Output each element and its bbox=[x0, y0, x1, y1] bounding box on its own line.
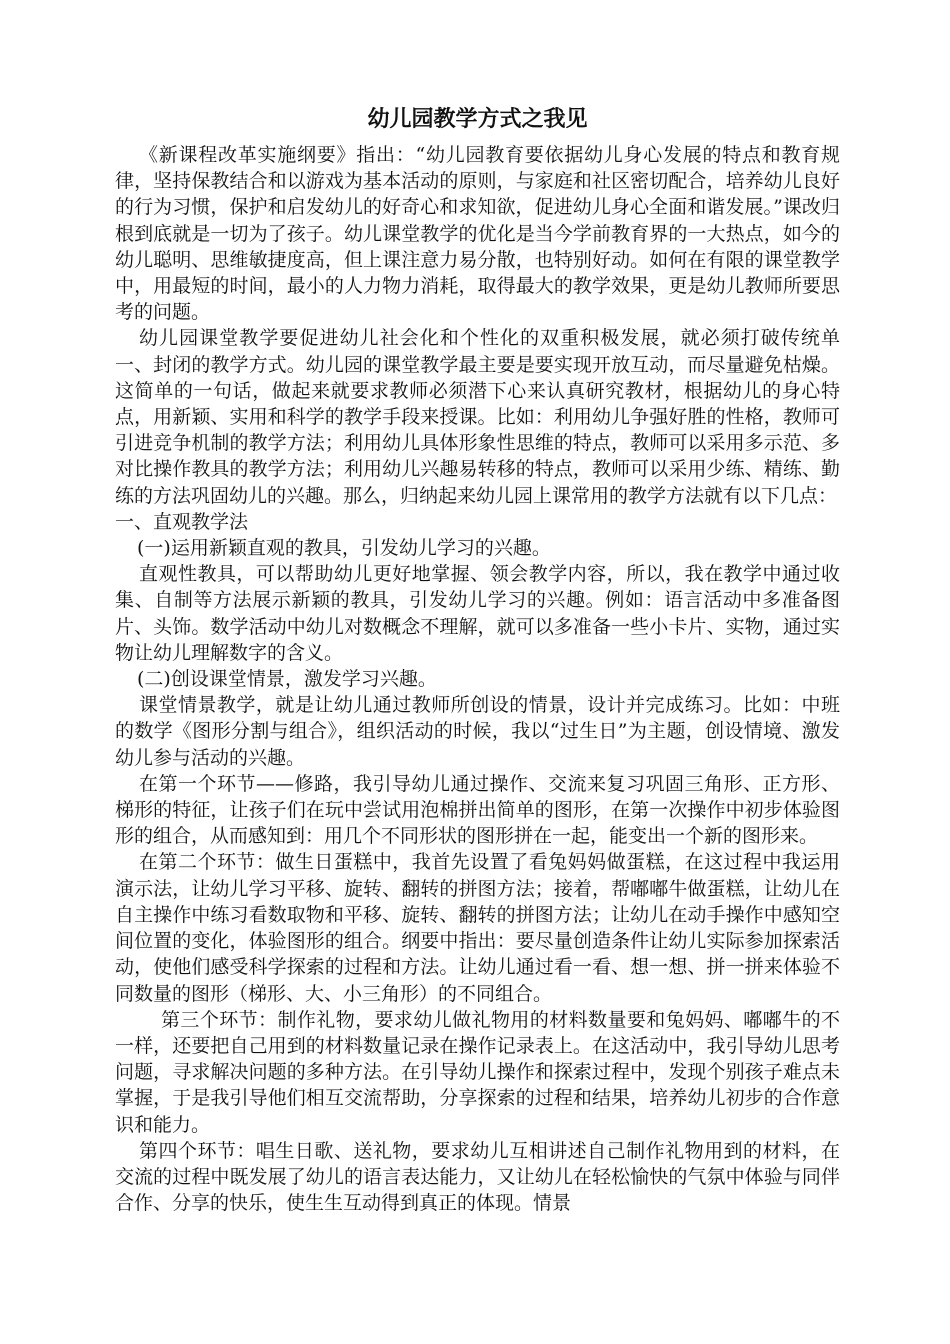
document-page bbox=[115, 104, 840, 1216]
section-heading: 一、直观教学法 bbox=[115, 510, 249, 533]
body-paragraph: 直观性教具，可以帮助幼儿更好地掌握、领会教学内容，所以，我在教学中通过收集、自制等方法展示新颖的教具，引发幼儿学习的兴趣。例如：语言活动中多准备图片、头饰。数学活动中幼儿对数概念不理解，就可以多准备一些小卡片、实物，通过实物让幼儿理解数字的含义。 bbox=[115, 563, 840, 664]
body-paragraph: 《新课程改革实施纲要》指出：“幼儿园教育要依据幼儿身心发展的特点和教育规律，坚持保教结合和以游戏为基本活动的原则，与家庭和社区密切配合，培养幼儿良好的行为习惯，保护和启发幼儿的好奇心和求知欲，促进幼儿身心全面和谐发展。”课改归根到底就是一切为了孩子。幼儿课堂教学的优化是当今学前教育界的一大热点，如今的幼儿聪明、思维敏捷度高，但上课注意力易分散，也特别好动。如何在有限的课堂教学中，用最短的时间，最小的人力物力消耗，取得最大的教学效果，更是幼儿教师所要思考的问题。 bbox=[115, 144, 840, 324]
document-title: 幼儿园教学方式之我见 bbox=[367, 106, 588, 132]
body-paragraph: 幼儿园课堂教学要促进幼儿社会化和个性化的双重积极发展，就必须打破传统单一、封闭的教学方式。幼儿园的课堂教学最主要是要实现开放互动，而尽量避免枯燥。这简单的一句话，做起来就要求教师必须潜下心来认真研究教材，根据幼儿的身心特点，用新颖、实用和科学的教学手段来授课。比如：利用幼儿争强好胜的性格，教师可引进竞争机制的教学方法；利用幼儿具体形象性思维的特点，教师可以采用多示范、多对比操作教具的教学方法；利用幼儿兴趣易转移的特点，教师可以采用少练、精练、勤练的方法巩固幼儿的兴趣。那么，归纳起来幼儿园上课常用的教学方法就有以下几点： bbox=[115, 327, 840, 507]
document-body bbox=[115, 142, 840, 1216]
body-paragraph: 在第一个环节——修路，我引导幼儿通过操作、交流来复习巩固三角形、正方形、梯形的特征，让孩子们在玩中尝试用泡棉拼出简单的图形，在第一次操作中初步体验图形的组合，从而感知到：用几个不同形状的图形拼在一起，能变出一个新的图形来。 bbox=[115, 772, 840, 848]
subsection-heading: (二)创设课堂情景，激发学习兴趣。 bbox=[137, 668, 437, 691]
body-paragraph: 在第二个环节：做生日蛋糕中，我首先设置了看兔妈妈做蛋糕，在这过程中我运用演示法，让幼儿学习平移、旋转、翻转的拼图方法；接着，帮嘟嘟牛做蛋糕，让幼儿在自主操作中练习看数取物和平移、旋转、翻转的拼图方法；让幼儿在动手操作中感知空间位置的变化，体验图形的组合。纲要中指出：要尽量创造条件让幼儿实际参加探索活动，使他们感受科学探索的过程和方法。让幼儿通过看一看、想一想、拼一拼来体验不同数量的图形（梯形、大、小三角形）的不同组合。 bbox=[115, 851, 840, 1005]
body-paragraph: 课堂情景教学，就是让幼儿通过教师所创设的情景，设计并完成练习。比如：中班的数学《图形分割与组合》，组织活动的时候，我以“过生日”为主题，创设情境、激发幼儿参与活动的兴趣。 bbox=[115, 694, 840, 769]
body-paragraph: 第四个环节：唱生日歌、送礼物，要求幼儿互相讲述自己制作礼物用到的材料，在交流的过程中既发展了幼儿的语言表达能力，又让幼儿在轻松愉快的气氛中体验与同伴合作、分享的快乐，使生生互动得到真正的体现。情景 bbox=[115, 1139, 840, 1215]
body-paragraph: 第三个环节：制作礼物，要求幼儿做礼物用的材料数量要和兔妈妈、嘟嘟牛的不一样，还要把自己用到的材料数量记录在操作记录表上。在这活动中，我引导幼儿思考问题，寻求解决问题的多种方法。在引导幼儿操作和探索过程中，发现个别孩子难点未掌握，于是我引导他们相互交流帮助，分享探索的过程和结果，培养幼儿初步的合作意识和能力。 bbox=[115, 1008, 840, 1136]
subsection-heading: (一)运用新颖直观的教具，引发幼儿学习的兴趣。 bbox=[137, 537, 551, 560]
